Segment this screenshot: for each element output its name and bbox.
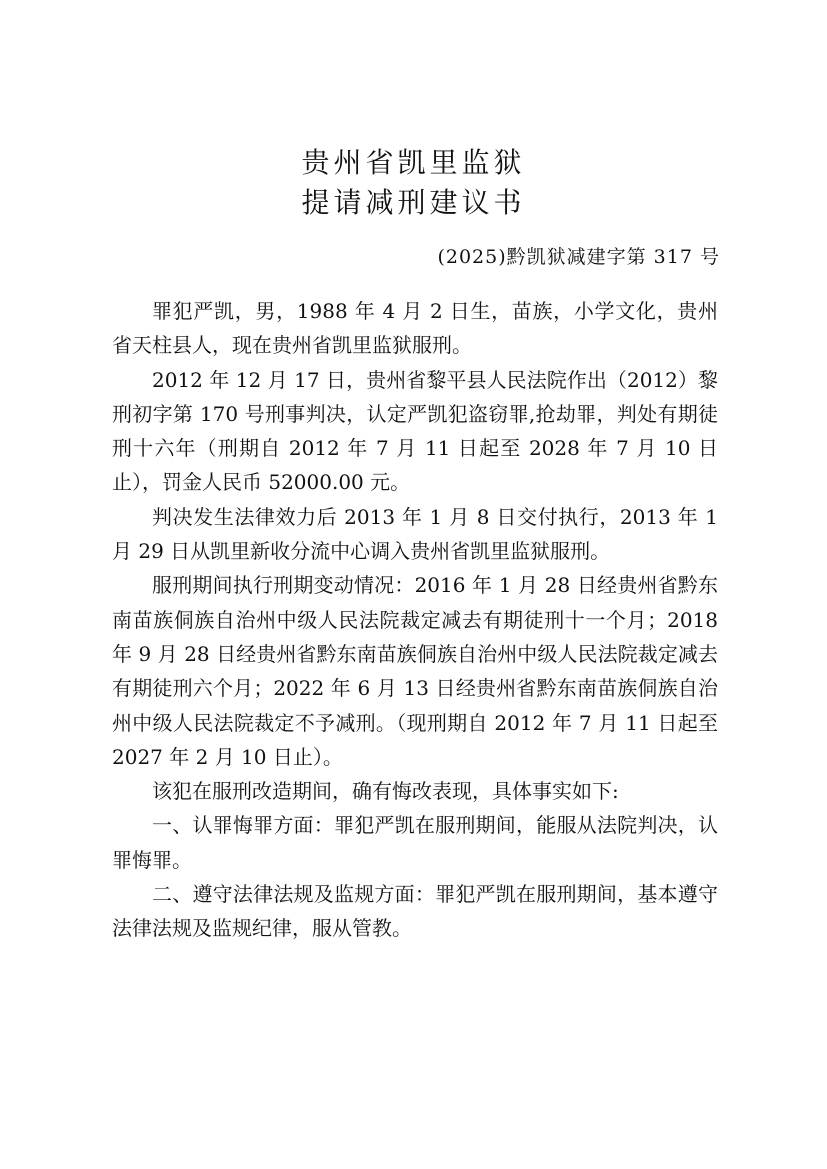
paragraph-offender-info: 罪犯严凯，男，1988 年 4 月 2 日生，苗族，小学文化，贵州省天柱县人，现在贵州省凯里监狱服刑。 [112, 299, 718, 358]
paragraph-facts-intro: 该犯在服刑改造期间，确有悔改表现，具体事实如下: [152, 779, 619, 804]
paragraph-sentence-changes: 服刑期间执行刑期变动情况：2016 年 1 月 28 日经贵州省黔东南苗族侗族自治州中级人民法院裁定减去有期徒刑十一个月；2018 年 9 月 28 日经贵州省黔东南苗族侗族自治州中级人民法院裁定减去有期徒刑六个月；2022 年 6 月 13 日经贵州省黔东南苗族侗族自治州中级人民法院裁定不予减刑。（现刑期自 2012 年 7 月 11 日起至 2027 年 2 月 10 日止）。 [112, 573, 718, 769]
paragraph-discipline: 二、遵守法律法规及监规方面：罪犯严凯在服刑期间，基本遵守法律法规及监规纪律，服从管教。 [112, 882, 718, 941]
document-title [0, 143, 827, 223]
paragraph-execution: 判决发生法律效力后 2013 年 1 月 8 日交付执行，2013 年 1 月 29 日从凯里新收分流中心调入贵州省凯里监狱服刑。 [112, 504, 718, 564]
paragraph-repentance: 一、认罪悔罪方面：罪犯严凯在服刑期间，能服从法院判决，认罪悔罪。 [112, 813, 718, 872]
title-line-institution: 贵州省凯里监狱 [301, 146, 526, 179]
document-number: (2025)黔凯狱减建字第 317 号 [437, 246, 720, 268]
document-body [112, 294, 718, 946]
title-line-document-type: 提请减刑建议书 [301, 186, 526, 219]
paragraph-original-judgment: 2012 年 12 月 17 日，贵州省黎平县人民法院作出（2012）黎刑初字第 170 号刑事判决，认定严凯犯盗窃罪,抢劫罪，判处有期徒刑十六年（刑期自 2012 年 7 月 11 日起至 2028 年 7 月 10 日止），罚金人民币 52000.00 元。 [112, 367, 718, 495]
